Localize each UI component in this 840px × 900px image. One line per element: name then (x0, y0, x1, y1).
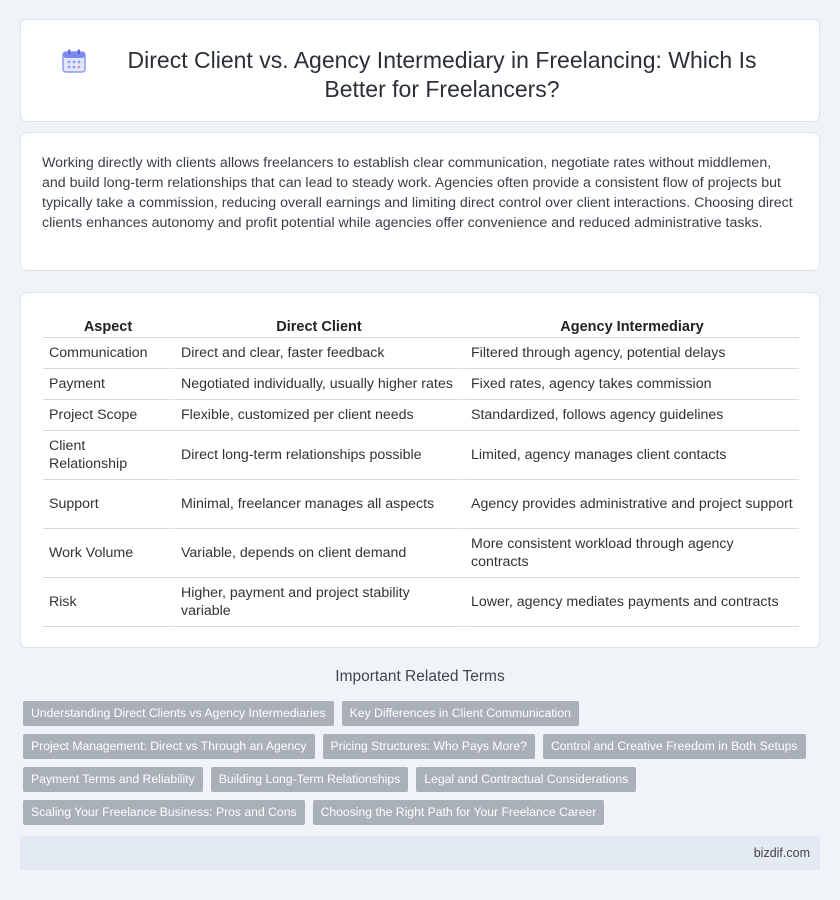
table-cell: Limited, agency manages client contacts (463, 431, 799, 480)
tag-row (23, 800, 823, 825)
page-title: Direct Client vs. Agency Intermediary in Freelancing: Which Is Better for Freelancers? (127, 47, 757, 102)
related-term-tag[interactable]: Control and Creative Freedom in Both Setups (543, 734, 806, 759)
table-row (43, 400, 799, 431)
table-row (43, 480, 799, 529)
table-cell: More consistent workload through agency contracts (463, 529, 799, 578)
table-row (43, 529, 799, 578)
table-cell: Payment (43, 369, 173, 400)
table-cell: Work Volume (43, 529, 173, 578)
table-cell: Agency provides administrative and project support (463, 480, 799, 529)
related-term-tag[interactable]: Choosing the Right Path for Your Freelance Career (313, 800, 605, 825)
table-cell: Flexible, customized per client needs (173, 400, 463, 431)
table-cell: Risk (43, 578, 173, 627)
related-term-tag[interactable]: Understanding Direct Clients vs Agency Intermediaries (23, 701, 334, 726)
related-term-tag[interactable]: Scaling Your Freelance Business: Pros and Cons (23, 800, 305, 825)
site-link[interactable]: bizdif.com (753, 846, 810, 860)
tag-row (23, 734, 823, 759)
related-term-tag[interactable]: Key Differences in Client Communication (342, 701, 579, 726)
related-term-tag[interactable]: Building Long-Term Relationships (211, 767, 409, 792)
table-row (43, 431, 799, 480)
intro-paragraph: Working directly with clients allows freelancers to establish clear communication, negotiate rates without middlemen, and build long-term relationships that can lead to steady work. Agencies often provide a consistent flow of projects but typically take a commission, reducing overall earnings and limiting direct control over client interactions. Choosing direct clients enhances autonomy and profit potential while agencies offer convenience and reduced administrative tasks. (42, 155, 793, 231)
related-term-tag[interactable]: Pricing Structures: Who Pays More? (323, 734, 535, 759)
table-cell: Communication (43, 338, 173, 369)
table-cell: Direct and clear, faster feedback (173, 338, 463, 369)
table-cell: Project Scope (43, 400, 173, 431)
table-cell: Fixed rates, agency takes commission (463, 369, 799, 400)
related-term-tag[interactable]: Project Management: Direct vs Through an Agency (23, 734, 315, 759)
footer (20, 836, 820, 870)
table-cell: Direct long-term relationships possible (173, 431, 463, 480)
table-cell: Variable, depends on client demand (173, 529, 463, 578)
table-row (43, 578, 799, 627)
table-cell: Higher, payment and project stability variable (173, 578, 463, 627)
related-terms-list (23, 701, 823, 833)
calendar-icon (61, 48, 87, 74)
table-row (43, 369, 799, 400)
table-cell: Negotiated individually, usually higher rates (173, 369, 463, 400)
table-cell: Standardized, follows agency guidelines (463, 400, 799, 431)
tag-row (23, 767, 823, 792)
related-terms-heading: Important Related Terms (335, 668, 505, 685)
column-header-aspect: Aspect (43, 315, 173, 338)
column-header-agency-intermediary: Agency Intermediary (463, 315, 799, 338)
related-term-tag[interactable]: Legal and Contractual Considerations (416, 767, 636, 792)
tag-row (23, 701, 823, 726)
table-cell: Support (43, 480, 173, 529)
comparison-card (20, 292, 820, 648)
intro-card (20, 132, 820, 271)
related-term-tag[interactable]: Payment Terms and Reliability (23, 767, 203, 792)
table-header-row (43, 315, 799, 338)
table-cell: Client Relationship (43, 431, 173, 480)
title-card (20, 19, 820, 122)
table-row (43, 338, 799, 369)
table-cell: Filtered through agency, potential delays (463, 338, 799, 369)
table-cell: Minimal, freelancer manages all aspects (173, 480, 463, 529)
column-header-direct-client: Direct Client (173, 315, 463, 338)
comparison-table (43, 315, 799, 627)
table-cell: Lower, agency mediates payments and contracts (463, 578, 799, 627)
